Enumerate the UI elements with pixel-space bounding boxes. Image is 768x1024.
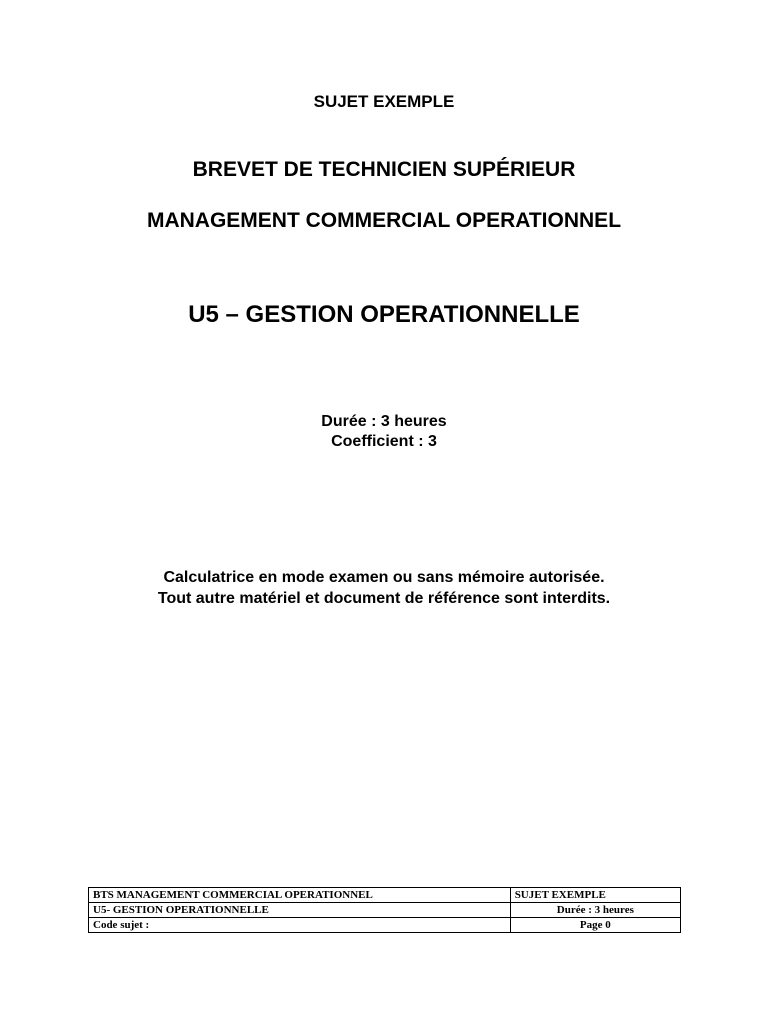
footer-row: [89, 888, 681, 903]
specialty-title: MANAGEMENT COMMERCIAL OPERATIONNEL: [146, 209, 622, 232]
footer-row: [89, 918, 681, 933]
materials-instruction: Tout autre matériel et document de référence sont interdits.: [157, 590, 611, 607]
footer-code-sujet: Code sujet :: [89, 918, 511, 933]
exam-coefficient: Coefficient : 3: [331, 433, 437, 450]
footer-program: BTS MANAGEMENT COMMERCIAL OPERATIONNEL: [89, 888, 511, 903]
footer-table: [88, 887, 681, 933]
footer-page-number: Page 0: [510, 918, 680, 933]
footer-duration: Durée : 3 heures: [510, 903, 680, 918]
exam-duration: Durée : 3 heures: [321, 413, 447, 430]
footer-unit: U5- GESTION OPERATIONNELLE: [89, 903, 511, 918]
footer-row: [89, 903, 681, 918]
calculator-instruction: Calculatrice en mode examen ou sans mémoire autorisée.: [163, 569, 605, 586]
diploma-title: BREVET DE TECHNICIEN SUPÉRIEUR: [192, 158, 576, 181]
unit-title: U5 – GESTION OPERATIONNELLE: [188, 301, 580, 328]
sujet-label: SUJET EXEMPLE: [313, 92, 455, 111]
footer-subject-type: SUJET EXEMPLE: [510, 888, 680, 903]
